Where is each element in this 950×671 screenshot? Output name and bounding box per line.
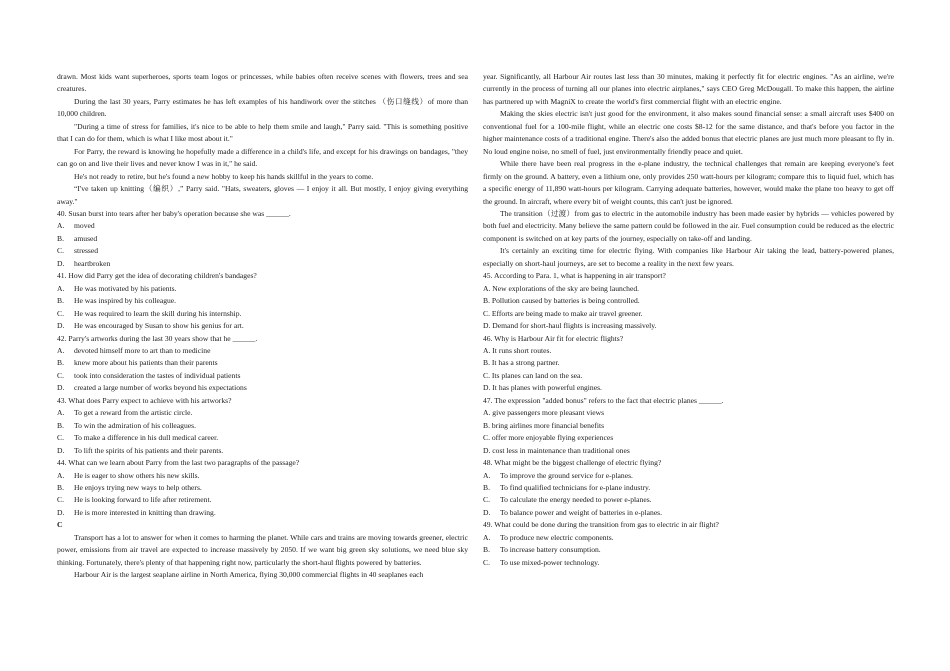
- answer-option: [57, 220, 468, 232]
- option-text: To increase battery consumption.: [500, 545, 601, 555]
- option-text: To get a reward from the artistic circle.: [74, 408, 193, 418]
- answer-option: [57, 507, 468, 519]
- answer-option: D. It has planes with powerful engines.: [483, 383, 602, 393]
- option-label: D.: [57, 383, 65, 393]
- answer-option: [57, 494, 468, 506]
- passage-b-paragraph: During the last 30 years, Parry estimates he has left examples of his handiwork over the stitches （伤口缝线）of more than 10,000 children.: [57, 96, 468, 119]
- answer-option: [57, 482, 468, 494]
- question-stem: 40. Susan burst into tears after her baby's operation because she was ______.: [57, 208, 291, 218]
- answer-option: [57, 295, 468, 307]
- answer-option: C. offer more enjoyable flying experiences: [483, 433, 614, 443]
- answer-option: [57, 432, 468, 444]
- question-stem: 48. What might be the biggest challenge of electric flying?: [483, 458, 662, 468]
- passage-b-paragraph: He's not ready to retire, but he's found a new hobby to keep his hands skillful in the years to come.: [74, 171, 374, 181]
- answer-option: [483, 494, 894, 506]
- answer-option: [57, 420, 468, 432]
- answer-option: [57, 245, 468, 257]
- option-text: stressed: [74, 246, 99, 256]
- answer-option: [57, 345, 468, 357]
- option-text: knew more about his patients than their parents: [74, 358, 218, 368]
- option-label: A.: [483, 532, 491, 542]
- option-text: He was motivated by his patients.: [74, 283, 177, 293]
- option-text: He is looking forward to life after retirement.: [74, 495, 212, 505]
- option-text: He is more interested in knitting than drawing.: [74, 507, 216, 517]
- passage-c-paragraph: Making the skies electric isn't just good for the environment, it also makes sound financial sense: a small aircraft uses $400 on conventional fuel for a 100-mile flight, while an electric one costs $8-12 for the same distance, and that's before you factor in the higher maintenance costs of a traditional engine. There's also the added bonus that electric planes are just much more pleasant to fly in. No loud engine noise, no smell of fuel, just environmentally friendly peace and quiet.: [483, 109, 894, 156]
- option-text: To balance power and weight of batteries in e-planes.: [500, 507, 663, 517]
- option-label: D.: [57, 507, 65, 517]
- option-text: He was required to learn the skill during his internship.: [74, 308, 242, 318]
- option-text: To improve the ground service for e-planes.: [500, 470, 633, 480]
- question-stem: 42. Parry's artworks during the last 30 years show that he ______.: [57, 333, 258, 343]
- option-label: D.: [57, 321, 65, 331]
- question-stem: 41. How did Parry get the idea of decorating children's bandages?: [57, 271, 257, 281]
- answer-option: [483, 470, 894, 482]
- option-label: C.: [57, 308, 64, 318]
- question-44: [57, 457, 468, 519]
- passage-c-paragraph: The transition（过渡）from gas to electric in the automobile industry has been made easier by hybrids — vehicles powered by both fuel and electricity. Many believe the same pattern could be followed in the air. Fuel consumption could be reduced as the electric component is switched on at key parts of the journey, especially on take-off and landing.: [483, 208, 894, 243]
- option-label: B.: [57, 233, 64, 243]
- option-text: He was inspired by his colleague.: [74, 296, 177, 306]
- answer-option: C. Its planes can land on the sea.: [483, 370, 583, 380]
- question-stem: 44. What can we learn about Parry from the last two paragraphs of the passage?: [57, 458, 300, 468]
- option-label: C.: [57, 246, 64, 256]
- question-42: [57, 333, 468, 395]
- option-label: D.: [483, 507, 491, 517]
- answer-option: [483, 507, 894, 519]
- section-heading: C: [57, 520, 63, 530]
- passage-b-paragraph: "During a time of stress for families, it's nice to be able to help them smile and laugh," Parry said. "This is something positive that I can do for them, which is what I like most about it.": [57, 121, 468, 144]
- question-40: [57, 208, 468, 270]
- question-stem: 45. According to Para. 1, what is happening in air transport?: [483, 271, 666, 281]
- answer-option: B. It has a strong partner.: [483, 358, 560, 368]
- option-text: amused: [74, 233, 98, 243]
- passage-b-paragraph: drawn. Most kids want superheroes, sports team logos or princesses, while babies often receive scenes with flowers, trees and sea creatures.: [57, 72, 468, 94]
- answer-option: [483, 557, 894, 569]
- option-label: B.: [57, 420, 64, 430]
- option-text: He is eager to show others his new skills.: [74, 470, 200, 480]
- question-stem: 46. Why is Harbour Air fit for electric flights?: [483, 333, 624, 343]
- right-column: [483, 71, 894, 569]
- option-text: To find qualified technicians for e-plane industry.: [500, 482, 651, 492]
- answer-option: [57, 382, 468, 394]
- answer-option: B. bring airlines more financial benefits: [483, 420, 605, 430]
- option-text: He enjoys trying new ways to help others.: [74, 482, 202, 492]
- option-label: D.: [57, 445, 65, 455]
- answer-option: [57, 357, 468, 369]
- option-text: heartbroken: [74, 258, 111, 268]
- option-text: To use mixed-power technology.: [500, 557, 600, 567]
- answer-option: [57, 470, 468, 482]
- answer-option: D. cost less in maintenance than traditional ones: [483, 445, 630, 455]
- option-label: A.: [57, 408, 65, 418]
- option-label: B.: [57, 358, 64, 368]
- option-label: A.: [57, 345, 65, 355]
- question-47: [483, 395, 894, 457]
- passage-b-paragraph: For Parry, the reward is knowing he hopefully made a difference in a child's life, and except for his drawings on bandages, "they can go on and live their lives and never know I was in it," he said.: [57, 146, 468, 169]
- answer-option: B. Pollution caused by batteries is being controlled.: [483, 296, 640, 306]
- answer-option: [57, 233, 468, 245]
- option-label: C.: [57, 495, 64, 505]
- option-label: B.: [483, 482, 490, 492]
- answer-option: [483, 544, 894, 556]
- option-text: To lift the spirits of his patients and their parents.: [74, 445, 224, 455]
- passage-c-paragraph: It's certainly an exciting time for electric flying. With companies like Harbour Air taking the lead, battery-powered planes, especially on short-haul journeys, are set to become a reality in the next few years.: [483, 246, 894, 268]
- answer-option: [483, 532, 894, 544]
- option-label: B.: [57, 296, 64, 306]
- answer-option: A. New explorations of the sky are being launched.: [483, 283, 640, 293]
- passage-c-paragraph: Harbour Air is the largest seaplane airline in North America, flying 30,000 commercial flights in 40 seaplanes each: [74, 570, 424, 580]
- option-label: C.: [57, 370, 64, 380]
- answer-option: [483, 482, 894, 494]
- answer-option: D. Demand for short-haul flights is increasing massively.: [483, 321, 657, 331]
- option-text: moved: [74, 221, 95, 231]
- option-label: B.: [483, 545, 490, 555]
- question-43: [57, 395, 468, 457]
- question-45: [483, 270, 894, 332]
- option-text: To produce new electric components.: [500, 532, 614, 542]
- option-text: devoted himself more to art than to medicine: [74, 345, 211, 355]
- option-text: took into consideration the tastes of individual patients: [74, 370, 241, 380]
- option-label: A.: [57, 221, 65, 231]
- option-label: C.: [483, 495, 490, 505]
- answer-option: [57, 370, 468, 382]
- answer-option: [57, 445, 468, 457]
- answer-option: [57, 407, 468, 419]
- passage-b-paragraph: “I've taken up knitting（编织）,” Parry said. "Hats, sweaters, gloves — I enjoy it all. But mostly, I enjoy giving everything away.": [57, 184, 468, 206]
- option-label: A.: [57, 470, 65, 480]
- option-label: B.: [57, 482, 64, 492]
- answer-option: A. give passengers more pleasant views: [483, 408, 605, 418]
- passage-c-paragraph: year. Significantly, all Harbour Air routes last less than 30 minutes, making it perfectly fit for electric engines. "As an airline, we're currently in the process of turning all our planes into electric airplanes," says CEO Greg McDougall. To make this happen, the airline has partnered up with MagniX to create the world's first commercial flight with an electric engine.: [483, 72, 894, 106]
- option-text: To make a difference in his dull medical career.: [74, 433, 219, 443]
- passage-c-paragraph: Transport has a lot to answer for when it comes to harming the planet. While cars and trains are moving towards greener, electric power, emissions from air travel are expected to increase massively by 2050. If we want big green sky solutions, we need blue sky thinking. Fortunately, there's plenty of that happening right now, particularly the short-haul flights powered by batteries.: [57, 532, 468, 567]
- option-text: created a large number of works beyond his expectations: [74, 383, 247, 393]
- passage-c-paragraph: While there have been real progress in the e-plane industry, the technical challenges that remain are keeping everyone's feet firmly on the ground. A battery, even a lithium one, only provides 250 watt-hours per kilogram; compare this to liquid fuel, which has a specific energy of 11,890 watt-hours per kilogram. Carrying adequate batteries, however, would make the plane too heavy to get off the ground. In aircraft, where every bit of weight counts, this can't just be ignored.: [483, 159, 894, 206]
- option-label: C.: [57, 433, 64, 443]
- question-46: [483, 333, 894, 395]
- answer-option: [57, 258, 468, 270]
- left-column: [57, 71, 468, 582]
- question-48: [483, 457, 894, 519]
- option-label: D.: [57, 258, 65, 268]
- answer-option: C. Efforts are being made to make air travel greener.: [483, 308, 643, 318]
- question-stem: 43. What does Parry expect to achieve with his artworks?: [57, 395, 232, 405]
- answer-option: [57, 320, 468, 332]
- option-label: A.: [57, 283, 65, 293]
- option-text: To calculate the energy needed to power e-planes.: [500, 495, 652, 505]
- option-text: To win the admiration of his colleagues.: [74, 420, 196, 430]
- question-stem: 49. What could be done during the transition from gas to electric in air flight?: [483, 520, 719, 530]
- option-text: He was encouraged by Susan to show his genius for art.: [74, 321, 244, 331]
- question-41: [57, 270, 468, 332]
- option-label: A.: [483, 470, 491, 480]
- option-label: C.: [483, 557, 490, 567]
- question-stem: 47. The expression "added bonus" refers to the fact that electric planes ______.: [483, 395, 724, 405]
- question-49: [483, 519, 894, 569]
- answer-option: [57, 308, 468, 320]
- answer-option: [57, 283, 468, 295]
- answer-option: A. It runs short routes.: [483, 345, 552, 355]
